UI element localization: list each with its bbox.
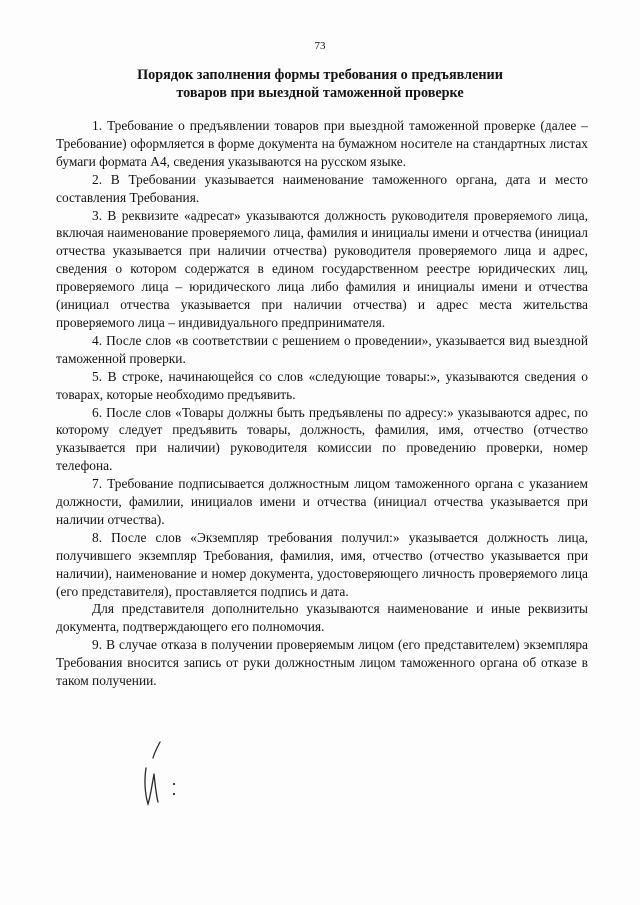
handwritten-signature	[136, 738, 196, 818]
paragraph-4: 4. После слов «в соответствии с решением о проведении», указывается вид выездной таможенной проверки.	[56, 332, 588, 366]
paragraph-8-representative: Для представителя дополнительно указываются наименование и иные реквизиты документа, подтверждающего его полномочия.	[56, 601, 588, 635]
paragraph-8: 8. После слов «Экземпляр требования получил:» указывается должность лица, получившего экземпляр Требования, фамилия, имя, отчество (отчество указывается при наличии), наименование и номер документа, удостоверяющего личность проверяемого лица (его представителя), проставляется подпись и дата.	[56, 529, 588, 599]
page-number: 73	[314, 40, 326, 52]
paragraph-2: 2. В Требовании указывается наименование таможенного органа, дата и место составления Требования.	[56, 171, 588, 205]
paragraph-1: 1. Требование о предъявлении товаров при выездной таможенной проверке (далее – Требование) оформляется в форме документа на бумажном носителе на стандартных листах бумаги формата А4, сведения указываются на русском языке.	[56, 118, 588, 169]
paragraph-6: 6. После слов «Товары должны быть предъявлены по адресу:» указываются адрес, по которому следует предъявить товары, должность, фамилия, имя, отчество (отчество указывается при наличии) руководителя комиссии по проведению проверки, номер телефона.	[56, 404, 588, 474]
document-title	[60, 66, 580, 102]
title-line-1: Порядок заполнения формы требования о предъявлении	[137, 67, 503, 83]
title-line-2: товаров при выездной таможенной проверке	[176, 85, 464, 101]
paragraph-7: 7. Требование подписывается должностным лицом таможенного органа с указанием должности, фамилии, инициалов имени и отчества (инициал отчества указывается при наличии отчества).	[56, 476, 588, 527]
paragraph-3: 3. В реквизите «адресат» указываются должность руководителя проверяемого лица, включая наименование проверяемого лица, фамилия и инициалы имени и отчества (инициал отчества указывается при наличии отчества) руководителя проверяемого лица и адрес, сведения о котором содержатся в едином государственном реестре юридических лиц, проверяемого лица – юридического лица либо фамилия и инициалы имени и отчества (инициал отчества указывается при наличии отчества) и адрес места жительства проверяемого лица – индивидуального предпринимателя.	[56, 207, 588, 330]
document-body	[56, 117, 588, 690]
paragraph-9: 9. В случае отказа в получении проверяемым лицом (его представителем) экземпляра Требования вносится запись от руки должностным лицом таможенного органа об отказе в таком получении.	[56, 637, 588, 689]
paragraph-5: 5. В строке, начинающейся со слов «следующие товары:», указываются сведения о товарах, которые необходимо предъявить.	[56, 368, 588, 402]
